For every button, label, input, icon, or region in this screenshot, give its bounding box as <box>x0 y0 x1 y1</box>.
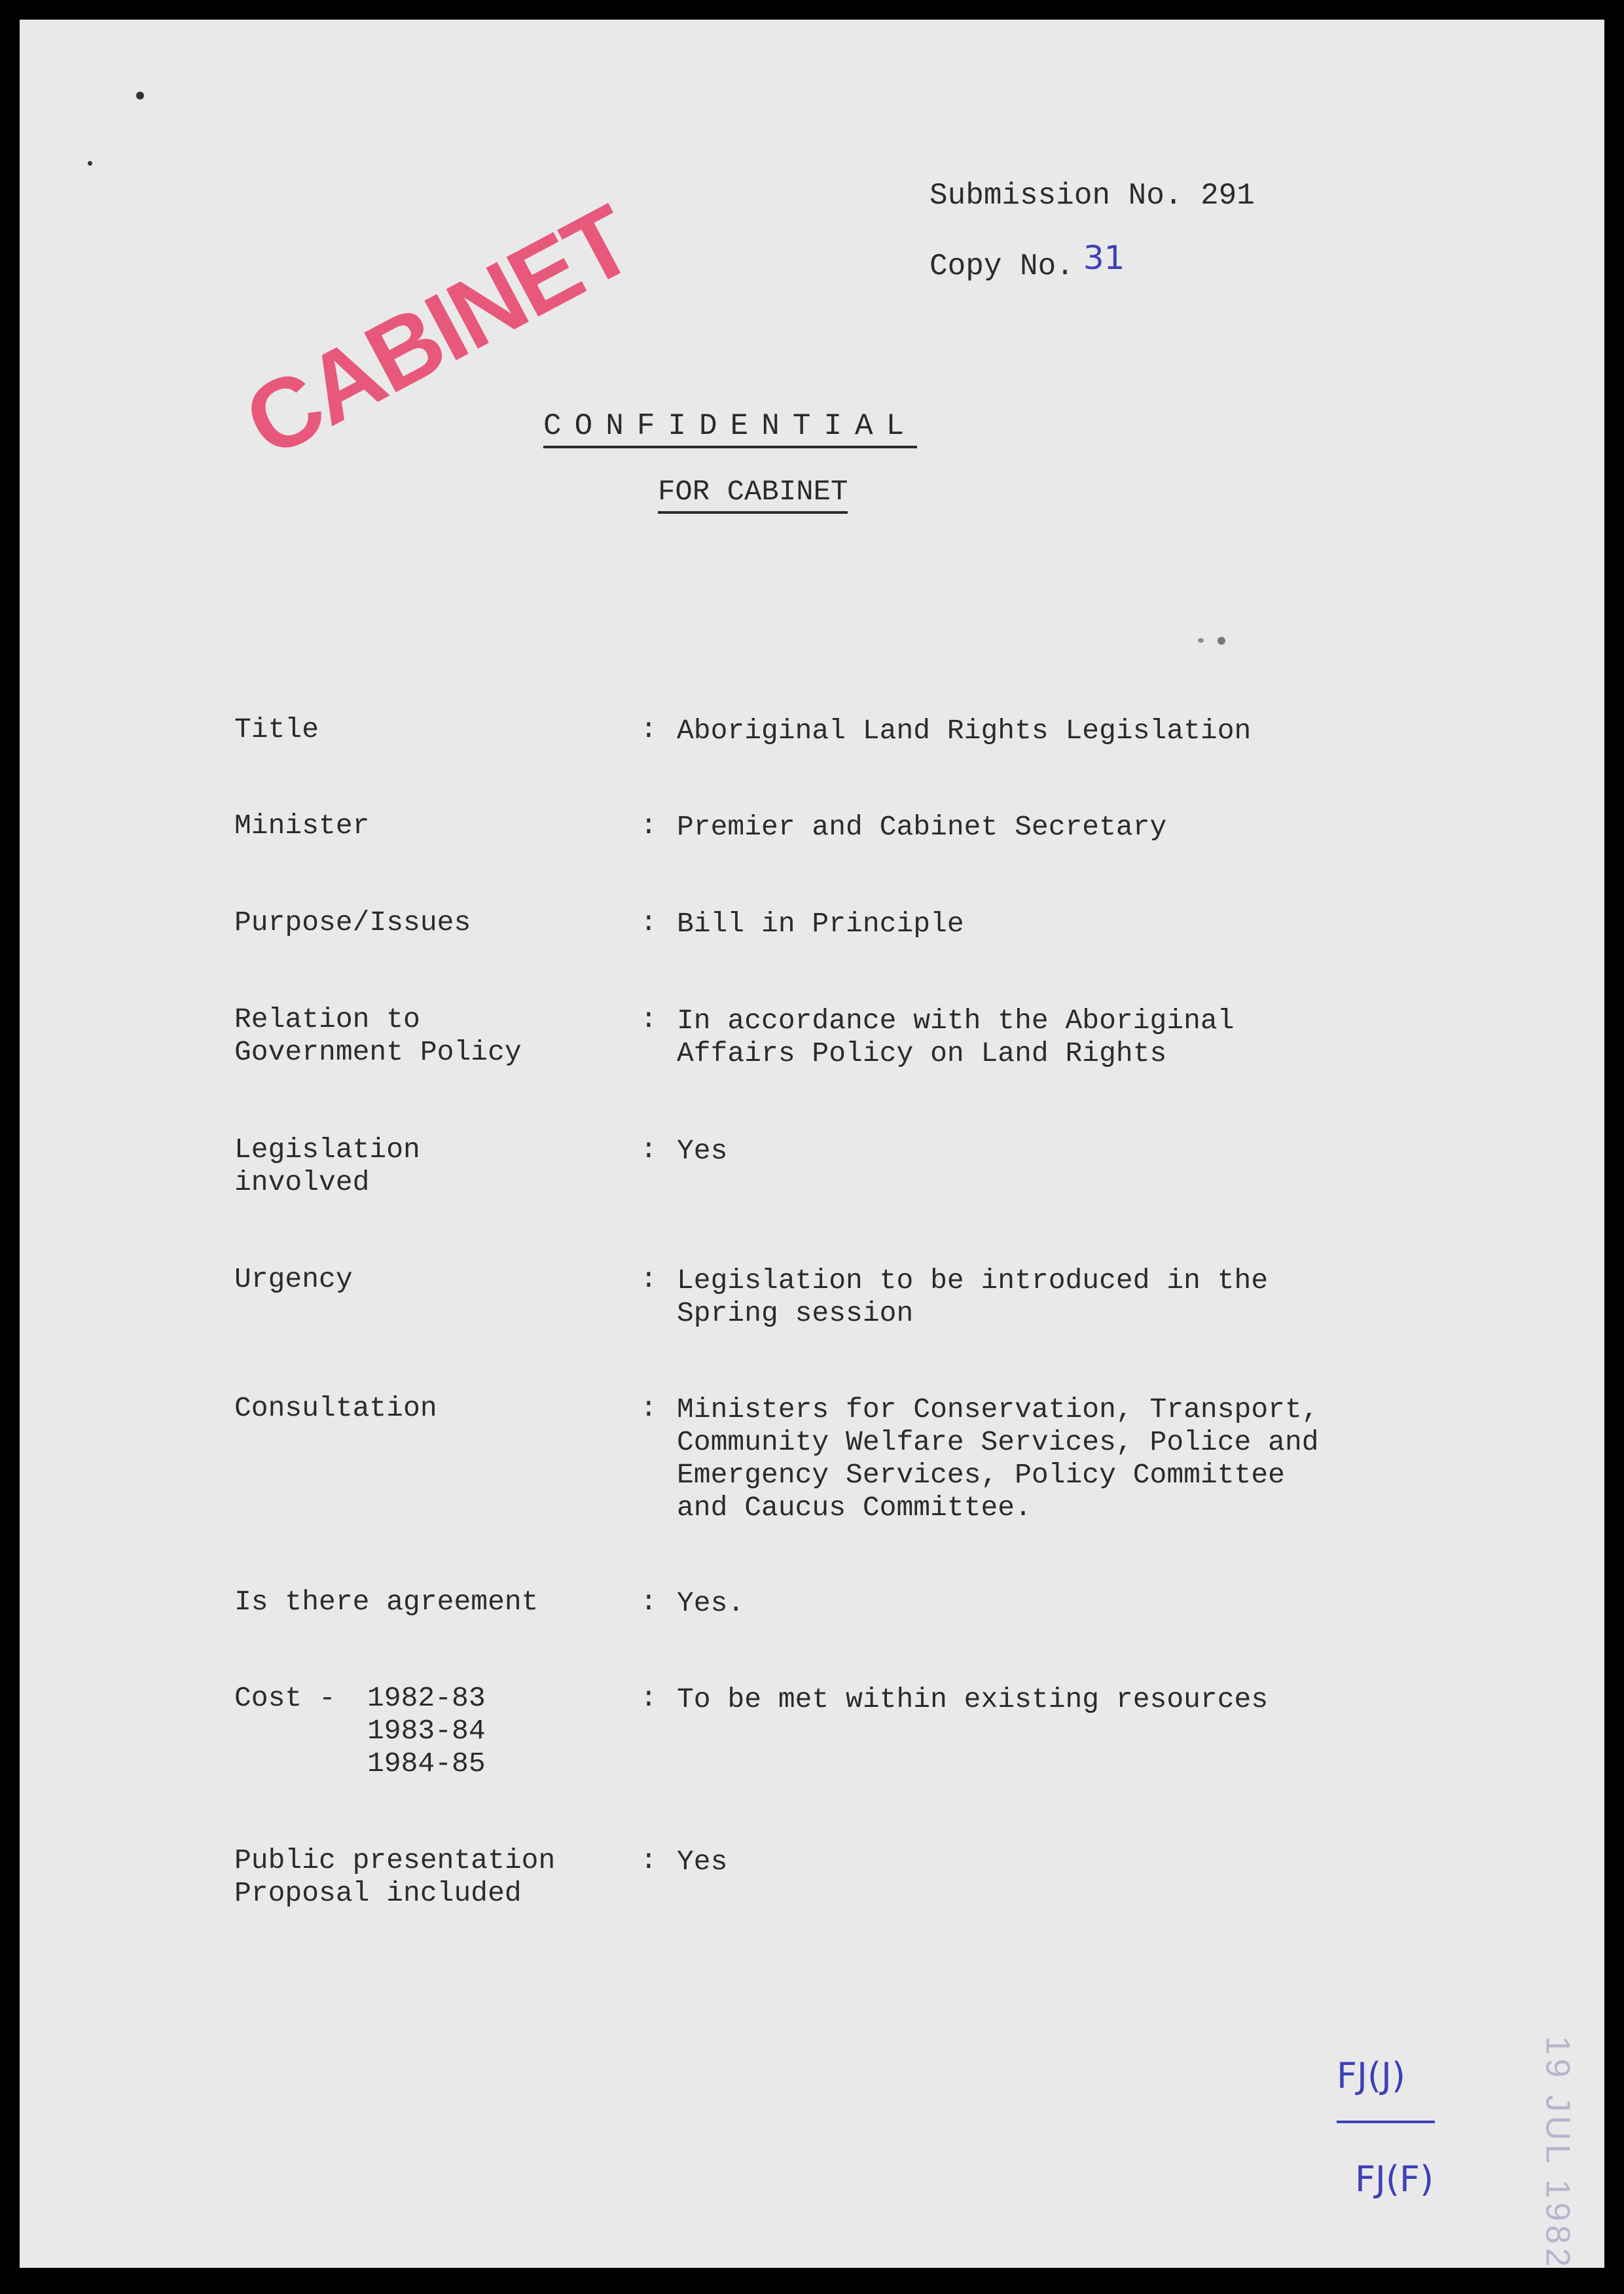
row-label: Minister <box>234 810 370 842</box>
copy-number-line <box>929 239 1125 283</box>
handwritten-annotation-bottom: FJ(F) <box>1355 2159 1434 2200</box>
row-colon: : <box>640 1392 657 1424</box>
row-label: Urgency <box>234 1263 353 1295</box>
paper-speck <box>1218 637 1225 645</box>
row-label: Purpose/Issues <box>234 906 471 939</box>
row-label: Legislation involved <box>234 1134 420 1198</box>
row-value: Ministers for Conservation, Transport, Community Welfare Services, Police and Emergency Services, Policy Committee and Caucus Committee. <box>677 1393 1319 1524</box>
row-value: Premier and Cabinet Secretary <box>677 811 1167 843</box>
document-page <box>20 20 1604 2271</box>
row-colon: : <box>640 1586 657 1618</box>
row-value: Yes. <box>677 1587 745 1619</box>
row-value: In accordance with the Aboriginal Affairs Policy on Land Rights <box>677 1005 1235 1069</box>
row-label: Cost - <box>234 1682 336 1714</box>
row-colon: : <box>640 1263 657 1295</box>
confidential-heading: CONFIDENTIAL <box>543 409 917 448</box>
paper-speck <box>88 161 92 166</box>
row-colon: : <box>640 1844 657 1876</box>
paper-speck <box>1198 638 1204 643</box>
row-label: Consultation <box>234 1392 437 1424</box>
row-value: Legislation to be introduced in the Spring session <box>677 1264 1269 1329</box>
row-colon: : <box>640 1682 657 1714</box>
copy-number-handwritten: 31 <box>1083 239 1125 277</box>
row-label: Is there agreement <box>234 1586 539 1618</box>
row-label: Relation to Government Policy <box>234 1003 522 1068</box>
row-value: Aboriginal Land Rights Legislation <box>677 715 1252 747</box>
handwritten-fraction-line <box>1337 2121 1435 2123</box>
received-date-stamp: 19 JUL 1982 <box>1538 2035 1577 2271</box>
row-colon: : <box>640 713 657 745</box>
row-value: Yes <box>677 1846 728 1878</box>
row-colon: : <box>640 906 657 939</box>
row-colon: : <box>640 1003 657 1035</box>
cost-years: 1982-83 1983-84 1984-85 <box>367 1682 486 1780</box>
row-value: Yes <box>677 1135 728 1167</box>
row-colon: : <box>640 1134 657 1166</box>
submission-number: Submission No. 291 <box>929 179 1255 213</box>
row-label: Public presentation Proposal included <box>234 1844 556 1909</box>
paper-speck <box>136 92 144 99</box>
for-cabinet-heading: FOR CABINET <box>658 476 848 514</box>
row-value: To be met within existing resources <box>677 1683 1269 1715</box>
row-label: Title <box>234 713 319 745</box>
row-colon: : <box>640 810 657 842</box>
cabinet-stamp: CABINET <box>227 185 649 478</box>
handwritten-annotation-top: FJ(J) <box>1337 2055 1406 2096</box>
row-value: Bill in Principle <box>677 908 964 940</box>
copy-label: Copy No. <box>929 249 1074 283</box>
